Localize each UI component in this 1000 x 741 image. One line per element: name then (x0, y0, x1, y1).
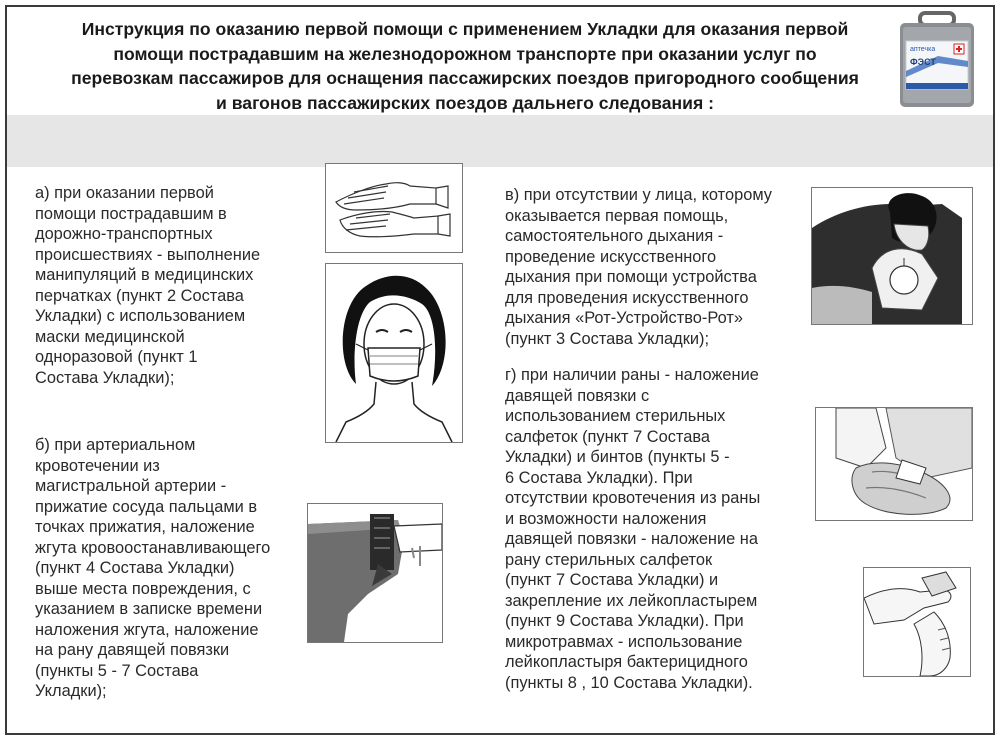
kit-label: аптечка (910, 46, 936, 53)
title-line: перевозкам пассажиров для оснащения пассажирских поездов пригородного сообщения (71, 68, 859, 88)
text-line: проведение искусственного (505, 247, 717, 266)
text-line: и возможности наложения (505, 509, 707, 528)
text-line: магистральной артерии - (35, 477, 227, 495)
text-line: помощи пострадавшим в (35, 204, 227, 223)
text-line: (пункт 9 Состава Укладки). При (505, 612, 744, 630)
adhesive-plaster-icon (863, 567, 971, 677)
kit-brand: ФЭСТ (910, 57, 936, 67)
text-line: г) при наличии раны - наложение (505, 366, 759, 384)
text-line: дорожно-транспортных (35, 225, 213, 243)
text-line: маски медицинской (35, 327, 185, 346)
text-line: а) при оказании первой (35, 184, 214, 202)
text-line: дыхания при помощи устройства (505, 268, 757, 286)
text-line: Укладки) и бинтов (пункты 5 - (505, 448, 730, 466)
text-line: отсутствии кровотечения из раны (505, 489, 761, 507)
text-line: в) при отсутствии у лица, которому (505, 186, 772, 204)
text-line: на рану давящей повязки (35, 641, 230, 659)
text-line: рану стерильных салфеток (505, 550, 713, 569)
text-line: (пункт 3 Состава Укладки); (505, 329, 710, 348)
rescue-breathing-icon (811, 187, 973, 325)
text-line: закрепление их лейкопластырем (505, 591, 758, 610)
text-line: микротравмах - использование (505, 632, 743, 651)
text-line: перчатках (пункт 2 Состава (35, 286, 244, 305)
section-g-text (505, 365, 760, 693)
tourniquet-icon (307, 503, 443, 643)
text-line: оказывается первая помощь, (505, 206, 729, 225)
gloves-icon (325, 163, 463, 253)
text-line: салфеток (пункт 7 Состава (505, 427, 710, 446)
instruction-poster (5, 5, 995, 735)
text-line: (пункты 8 , 10 Состава Укладки). (505, 673, 753, 692)
text-line: давящей повязки с (505, 386, 650, 405)
text-line: прижатие сосуда пальцами в (35, 497, 258, 516)
pressure-bandage-icon (815, 407, 973, 521)
text-line: происшествиях - выполнение (35, 245, 261, 264)
text-line: самостоятельного дыхания - (505, 227, 724, 245)
text-line: Состава Укладки); (35, 368, 175, 387)
text-line: наложения жгута, наложение (35, 620, 259, 639)
page-title (27, 17, 903, 115)
face-mask-icon (325, 263, 463, 443)
title-line: Инструкция по оказанию первой помощи с применением Укладки для оказания первой (81, 19, 849, 39)
text-line: Укладки) с использованием (35, 307, 246, 325)
text-line: кровотечении из (35, 456, 160, 475)
text-line: б) при артериальном (35, 436, 196, 454)
text-line: 6 Состава Укладки). При (505, 468, 693, 487)
text-line: точках прижатия, наложение (35, 518, 255, 536)
text-line: (пункт 4 Состава Укладки) (35, 559, 235, 577)
text-line: жгута кровоостанавливающего (35, 538, 271, 557)
text-line: (пункт 7 Состава Укладки) и (505, 571, 719, 589)
text-line: лейкопластыря бактерицидного (505, 653, 748, 671)
text-line: давящей повязки - наложение на (505, 530, 758, 548)
first-aid-case-icon (898, 11, 976, 109)
text-line: дыхания «Рот-Устройство-Рот» (505, 309, 743, 327)
title-line: помощи пострадавшим на железнодорожном транспорте при оказании услуг по (113, 43, 817, 64)
text-line: для проведения искусственного (505, 288, 749, 307)
text-line: манипуляций в медицинских (35, 266, 254, 284)
text-line: (пункты 5 - 7 Состава (35, 661, 199, 680)
text-line: указанием в записке времени (35, 600, 263, 618)
section-a-text (35, 183, 260, 388)
section-v-text (505, 185, 772, 349)
section-b-text (35, 435, 270, 702)
text-line: Укладки); (35, 682, 107, 700)
text-line: использованием стерильных (505, 407, 726, 425)
text-line: выше места повреждения, с (35, 579, 251, 598)
title-line: и вагонов пассажирских поездов дальнего следования : (216, 92, 714, 113)
text-line: одноразовой (пункт 1 (35, 348, 198, 366)
